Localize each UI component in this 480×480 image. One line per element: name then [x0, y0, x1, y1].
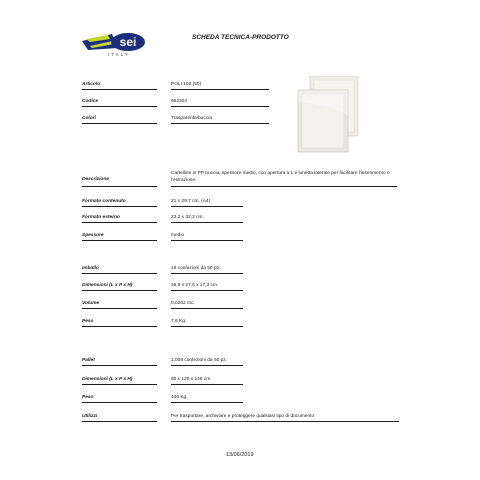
rule [171, 123, 269, 124]
rule [82, 384, 157, 385]
label-colori: Colori [82, 116, 96, 121]
rule [82, 308, 157, 309]
label-descrizione: Descrizione [82, 177, 109, 182]
product-image [296, 76, 364, 154]
rule [171, 421, 399, 422]
document-date: 13/06/2019 [226, 452, 254, 458]
label-dimensioni-pallet: Dimensioni (L x P x H) [82, 377, 133, 382]
sei-logo [82, 26, 148, 64]
label-peso-imballo: Peso [82, 319, 94, 324]
label-formato-esterno: Formato esterno [82, 215, 120, 220]
rule [82, 365, 157, 366]
label-volume: Volume [82, 301, 100, 306]
label-pallet: Pallet [82, 358, 95, 363]
value-dimensioni-imballo: 36,8 x 27,5 x 17,3 cm. [171, 283, 219, 288]
label-codice: Codice [82, 99, 98, 104]
value-formato-contenuto: 21 x 29,7 cm. (A4) [171, 199, 211, 204]
value-pallet: 1.008 confezioni da 50 pz. [171, 358, 228, 363]
rule [171, 402, 243, 403]
value-codice: 662304 [171, 99, 188, 104]
rule [171, 308, 243, 309]
rule [82, 222, 157, 223]
rule [171, 273, 243, 274]
value-volume: 0,0202 mc. [171, 301, 195, 306]
rule [82, 186, 157, 187]
label-dimensioni-imballo: Dimensioni (L x P x H) [82, 283, 133, 288]
rule [82, 123, 157, 124]
rule [82, 206, 157, 207]
rule [82, 240, 157, 241]
rule [171, 240, 243, 241]
rule [82, 273, 157, 274]
value-colori: Trasparente/buccia [171, 116, 212, 121]
logo-text: sei [119, 35, 137, 49]
value-utilizzi: Per trasportare, archiviare e proteggere qualsiasi tipo di documento [171, 414, 315, 419]
rule [171, 326, 243, 327]
rule [82, 402, 157, 403]
rule [171, 384, 243, 385]
value-descrizione: Cartelline in PP buccia, spessore medio, con apertura a L e lunetta laterale per facilitare l'inserimento o l'estrazione. [171, 171, 390, 183]
value-dimensioni-pallet: 80 x 120 x 146 cm. [171, 377, 212, 382]
rule [82, 326, 157, 327]
rule [82, 106, 157, 107]
label-formato-contenuto: Formato contenuto [82, 199, 126, 204]
rule [171, 206, 243, 207]
label-peso-pallet: Peso [82, 395, 94, 400]
rule [171, 222, 243, 223]
value-formato-esterno: 23,2 x 32,2 cm. [171, 215, 204, 220]
value-articolo: POLI 100 (50) [171, 82, 202, 87]
rule [171, 365, 243, 366]
label-spessore: Spessore [82, 233, 104, 238]
rule [82, 290, 157, 291]
value-imballo: 18 confezioni da 50 pz. [171, 266, 221, 271]
label-utilizzi: Utilizzi [82, 414, 98, 419]
rule [171, 89, 269, 90]
label-imballo: Imballo [82, 266, 99, 271]
logo-italy-text: ITALY [108, 52, 130, 57]
value-peso-imballo: 7,6 Kg. [171, 319, 187, 324]
page-title: SCHEDA TECNICA-PRODOTTO [192, 34, 289, 41]
label-articolo: Articolo [82, 82, 101, 87]
rule [171, 290, 243, 291]
rule [171, 106, 269, 107]
rule [82, 89, 157, 90]
rule [82, 421, 157, 422]
rule [171, 186, 397, 187]
value-spessore: medio [171, 233, 185, 238]
value-peso-pallet: 446 Kg. [171, 395, 188, 400]
